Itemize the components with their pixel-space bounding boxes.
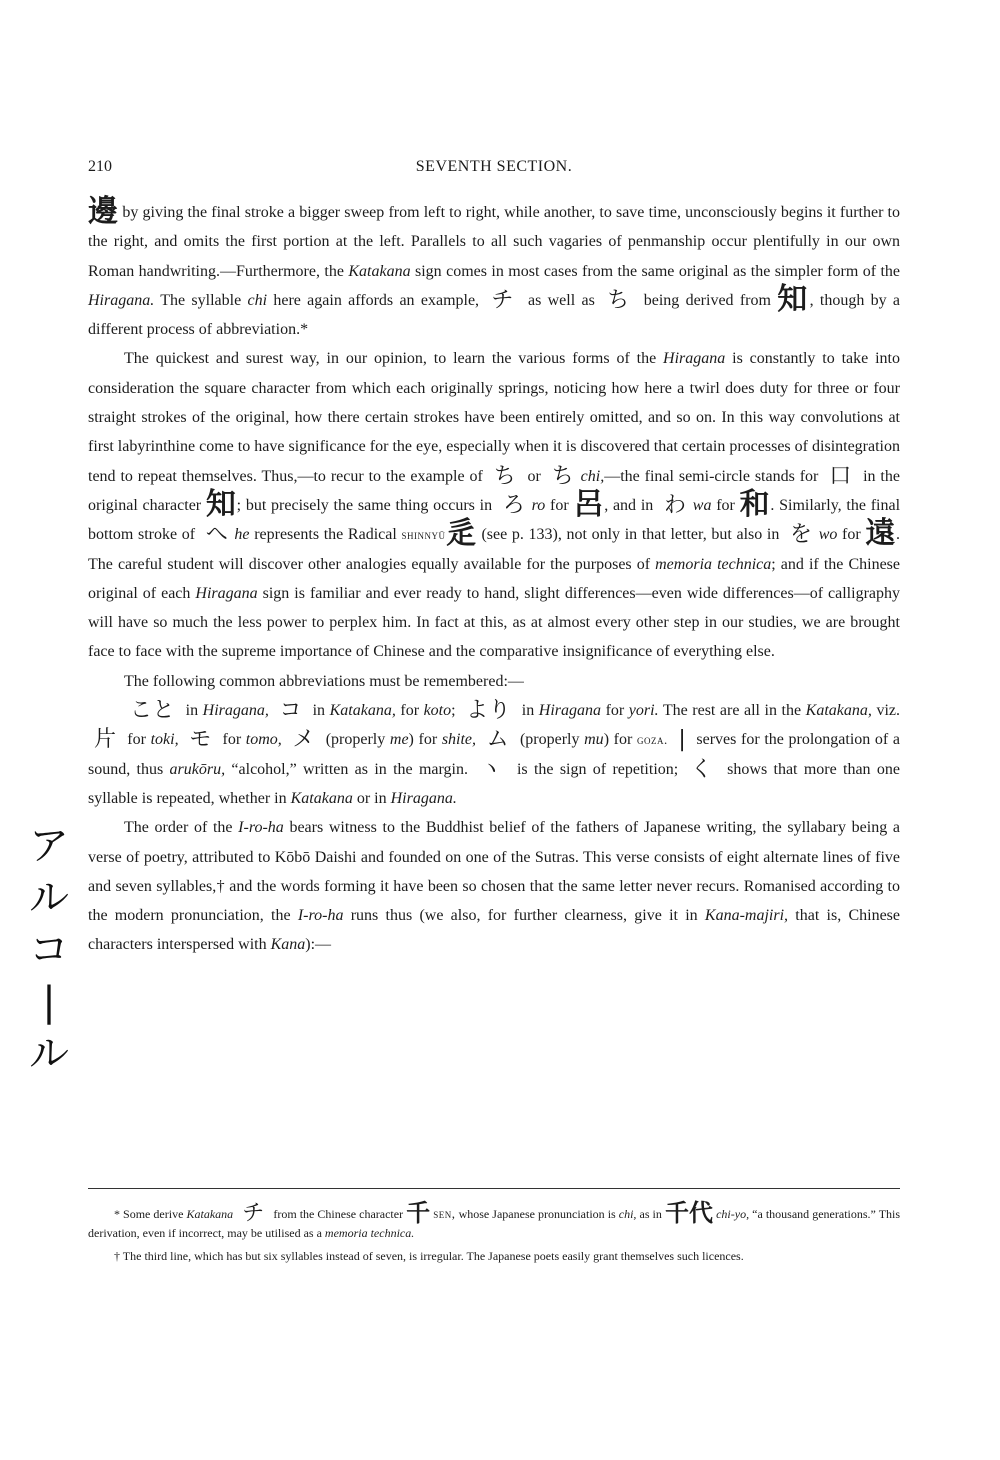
margin-char: ア: [29, 823, 69, 869]
main-text: [88, 194, 901, 960]
kanji-mouth: 口: [829, 463, 853, 489]
page-number: 210: [88, 158, 112, 175]
kana-kata-chi: チ: [491, 287, 516, 313]
footnotes: [88, 1199, 901, 1270]
kanji-en: 遠: [865, 516, 897, 552]
kana-hira-ro: ろ: [502, 492, 526, 518]
kana-kata-toki: 片: [94, 727, 117, 753]
kanji-hen: 邊: [88, 194, 119, 229]
paragraph-4: こと in Hiragana, コ in Katakana, for koto; より in Hiragana for yori. The rest are all in the Katakana, viz. 片 for toki, モ for tomo, メ (properly me) for shite, ム (properly mu) for goza. | serves for the prolongation of a sound, thus arukōru, “alcohol,” written as in the margin. ヽ is the sign of repetition; く shows that more than one syllable is repeated, whether in Katakana or in Hiragana.: [88, 698, 900, 807]
kana-hira-chi: ち: [493, 463, 517, 489]
margin-char: ル: [29, 875, 69, 921]
kanji-chiyo: 千代: [664, 1199, 714, 1227]
kanji-chi: 知: [205, 486, 237, 522]
kana-hira-chi: ち: [551, 463, 575, 489]
kana-kata-tomo: モ: [189, 727, 212, 753]
running-head: SEVENTH SECTION.: [415, 158, 573, 175]
paragraph-1: 邊 by giving the final stroke a bigger sweep from left to right, while another, to save time, unconsciously begins it further to the right, and omits the first portion at the left. Parallels to all such vagaries of penmanship occur plentifully in our own Roman handwriting.—Furthermore, the Katakana sign comes in most cases from the same original as the simpler form of the Hiragana. The syllable chi here again affords an example, チ as well as ち being derived from 知, though by a different process of abbreviation.*: [88, 194, 901, 339]
paragraph-5: The order of the I-ro-ha bears witness to the Buddhist belief of the fathers of Japanese writing, the syllabary being a verse of poetry, attributed to Kōbō Daishi and founded on one of the Sutras. This verse consists of eight alternate lines of five and seven syllables,† and the words forming it have been so chosen that the same letter never recurs. Romanised according to the modern pronunciation, the I-ro-ha runs thus (we also, for further clearness, give it in Kana-majiri, that is, Chinese characters interspersed with Kana):—: [88, 819, 900, 954]
kana-kata-goza: ム: [486, 727, 510, 753]
kana-hira-wa: わ: [664, 492, 687, 518]
kanji-wa: 和: [739, 486, 771, 522]
footnote-rule: [88, 1188, 900, 1189]
paragraph-3: The following common abbreviations must be remembered:—: [124, 672, 524, 690]
kana-repeat-mark: ヽ: [480, 756, 505, 782]
kanji-ro: 呂: [573, 486, 605, 522]
kana-prolong-mark: |: [678, 727, 686, 753]
kanji-sen: 千: [406, 1199, 431, 1227]
kana-repeat-multi-mark: く: [690, 756, 715, 782]
page-header: [88, 158, 900, 182]
margin-katakana-arukoru: [26, 820, 72, 1080]
kana-hira-wo: を: [790, 522, 813, 548]
kana-hira-he: へ: [205, 522, 229, 548]
kana-kata-koto: コ: [279, 698, 303, 724]
paragraph-2: The quickest and surest way, in our opinion, to learn the various forms of the Hiragana is constantly to take into consideration the square character from which each originally springs, noticing how here a twirl does duty for three or four straight strokes of the original, how there certain strokes have been entirely omitted, and so on. In this way convolutions at first labyrinthine come to have significance for the eye, especially when it is discovered that certain processes of disintegration tend to repeat themselves. Thus,—to recur to the example of ち or ち chi,—the final semi-circle stands for 口 in the original character 知; but precisely the same thing occurs in ろ ro for 呂, and in わ wa for 和. Similarly, the final bottom stroke of へ he represents the Radical shinnyū辵 (see p. 133), not only in that letter, but also in を wo for 遠. The careful student will discover other analogies equally available for the purposes of memoria technica; and if the Chinese original of each Hiragana sign is familiar and ever ready to hand, slight differences—even wide differences—of calligraphy will have so much the less power to perplex him. In fact at this, as at almost every other step in our studies, we are brought face to face with the supreme importance of Chinese and the comparative insignificance of everything else.: [88, 350, 901, 661]
kana-hira-koto: こと: [130, 698, 176, 724]
kana-hira-yori: より: [466, 698, 512, 724]
kana-kata-shite: メ: [292, 727, 316, 753]
kanji-chi: 知: [777, 281, 810, 317]
margin-char: |: [42, 979, 56, 1025]
margin-char: コ: [29, 927, 69, 973]
kana-hira-chi: ち: [607, 287, 632, 313]
margin-char: ル: [29, 1031, 69, 1077]
kanji-shinnyu: 辵: [445, 516, 477, 552]
footnote-2: † The third line, which has but six syllables instead of seven, is irregular. The Japanese poets easily grant themselves such licences.: [114, 1249, 744, 1263]
kana-kata-chi: チ: [242, 1201, 265, 1226]
footnote-1: * Some derive Katakana チ from the Chinese character 千 sen, whose Japanese pronunciation is chi, as in 千代 chi-yo, “a thousand generations.” This derivation, even if incorrect, may be utilised as a memoria technica.: [88, 1199, 901, 1240]
